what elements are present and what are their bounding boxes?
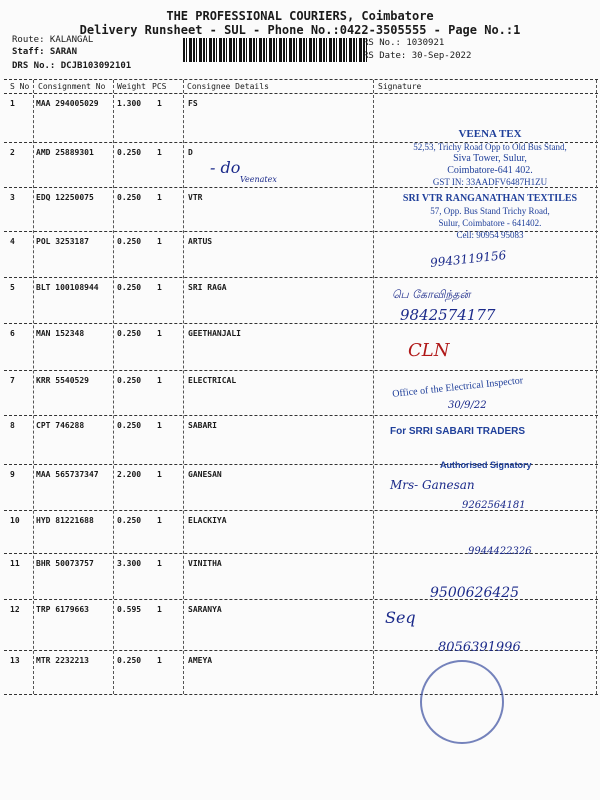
cell-cn: MTR 2232213 [36, 656, 89, 665]
stamp-authorised: Authorised Signatory [440, 460, 532, 470]
col-signature: Signature [378, 82, 422, 91]
cell-name: SABARI [188, 421, 217, 430]
stamp-vtr-name: SRI VTR RANGANATHAN TEXTILES [402, 193, 578, 204]
cell-wt: 1.300 [117, 99, 142, 108]
staff: Staff: SARAN [12, 47, 78, 57]
cell-pcs: 1 [157, 376, 162, 385]
cell-wt: 0.250 [117, 516, 142, 525]
stamp-vtr-addr: 57, Opp. Bus Stand Trichy Road, [430, 206, 550, 216]
cell-cn: HYD 81221688 [36, 516, 94, 525]
cell-wt: 0.250 [117, 193, 142, 202]
cell-wt: 0.250 [117, 237, 142, 246]
cell-sno: 5 [10, 283, 15, 292]
row-divider [4, 415, 598, 416]
cell-sno: 13 [10, 656, 20, 665]
cell-sno: 12 [10, 605, 20, 614]
cell-pcs: 1 [157, 516, 162, 525]
cell-pcs: 1 [157, 329, 162, 338]
cell-wt: 0.595 [117, 605, 142, 614]
cell-wt: 0.250 [117, 148, 142, 157]
cell-cn: MAN 152348 [36, 329, 85, 338]
cell-sno: 1 [10, 99, 15, 108]
handwritten-signature: Seq [385, 608, 416, 627]
cell-pcs: 1 [157, 470, 162, 479]
cell-sno: 3 [10, 193, 15, 202]
cell-wt: 0.250 [117, 421, 142, 430]
cell-sno: 4 [10, 237, 15, 246]
cell-cn: MAA 294005029 [36, 99, 99, 108]
cell-wt: 0.250 [117, 376, 142, 385]
stamp-electrical-inspector: Office of the Electrical Inspector [391, 375, 524, 400]
cell-pcs: 1 [157, 656, 162, 665]
cell-wt: 0.250 [117, 283, 142, 292]
cell-cn: POL 3253187 [36, 237, 89, 246]
handwritten-note: Veenatex [240, 175, 277, 184]
cell-name: GANESAN [188, 470, 222, 479]
cell-sno: 8 [10, 421, 15, 430]
cell-pcs: 1 [157, 283, 162, 292]
handwritten-phone: 8056391996 [438, 640, 521, 655]
stamp-veena-addr: 52,53, Trichy Road Opp to Old Bus Stand, [413, 142, 567, 152]
cell-name: AMEYA [188, 656, 213, 665]
stamp-veena-addr: Siva Tower, Sulur, [453, 153, 527, 164]
cell-name: VTR [188, 193, 203, 202]
cell-wt: 3.300 [117, 559, 142, 568]
row-divider [4, 370, 598, 371]
cell-name: FS [188, 99, 198, 108]
drs-number: DRS No.: DCJB103092101 [12, 61, 132, 71]
handwritten-name: Mrs- Ganesan [390, 478, 475, 492]
row-divider [4, 277, 598, 278]
cell-name: D [188, 148, 193, 157]
handwritten-phone: 9944422326 [468, 546, 532, 557]
stamp-vtr-addr: Sulur, Coimbatore - 641402. [438, 218, 542, 228]
cell-name: VINITHA [188, 559, 222, 568]
route: Route: KALANGAL [12, 35, 94, 45]
cell-cn: BHR 50073757 [36, 559, 94, 568]
cell-sno: 7 [10, 376, 15, 385]
cell-name: ARTUS [188, 237, 213, 246]
cell-cn: TRP 6179663 [36, 605, 89, 614]
document-title: THE PROFESSIONAL COURIERS, Coimbatore [166, 9, 434, 23]
column-divider [373, 80, 374, 694]
cell-cn: EDQ 12250075 [36, 193, 94, 202]
cell-cn: KRR 5540529 [36, 376, 89, 385]
stamp-veena-addr: Coimbatore-641 402. [447, 165, 533, 176]
col-weight: Weight [117, 82, 146, 91]
cell-sno: 6 [10, 329, 15, 338]
cell-pcs: 1 [157, 193, 162, 202]
stamp-sabari: For SRRI SABARI TRADERS [390, 426, 526, 437]
handwritten-phone: 9500626425 [430, 585, 520, 601]
col-sno: S No [10, 82, 30, 91]
column-divider [33, 80, 34, 694]
col-pcs: PCS [152, 82, 167, 91]
cell-pcs: 1 [157, 605, 162, 614]
cell-cn: MAA 565737347 [36, 470, 99, 479]
handwritten-phone: 9262564181 [462, 500, 526, 511]
cell-wt: 2.200 [117, 470, 142, 479]
cell-name: GEETHANJALI [188, 329, 241, 338]
handwritten-phone: 9842574177 [400, 306, 496, 324]
handwritten-name: பெ கோவிந்தன் [392, 288, 471, 301]
col-consignment: Consignment No [38, 82, 106, 91]
cell-pcs: 1 [157, 559, 162, 568]
stamp-veena-name: VEENA TEX [458, 128, 522, 140]
cell-pcs: 1 [157, 237, 162, 246]
cell-sno: 11 [10, 559, 20, 568]
round-seal [420, 660, 504, 744]
cell-wt: 0.250 [117, 656, 142, 665]
row-divider [4, 187, 598, 188]
cell-name: SRI RAGA [188, 283, 227, 292]
cell-wt: 0.250 [117, 329, 142, 338]
cell-pcs: 1 [157, 421, 162, 430]
cell-sno: 2 [10, 148, 15, 157]
handwritten-note: - do [210, 158, 241, 177]
row-divider [4, 323, 598, 324]
column-divider [183, 80, 184, 694]
cell-cn: AMD 25889301 [36, 148, 94, 157]
runsheet-subtitle: Delivery Runsheet - SUL - Phone No.:0422-3505555 - Page No.:1 [79, 23, 521, 37]
divider [4, 79, 598, 80]
row-divider [4, 93, 598, 94]
barcode [183, 38, 367, 62]
cell-sno: 9 [10, 470, 15, 479]
cell-pcs: 1 [157, 99, 162, 108]
handwritten-phone: 9943119156 [429, 248, 507, 270]
cell-sno: 10 [10, 516, 20, 525]
col-consignee: Consignee Details [187, 82, 269, 91]
stamp-date: 30/9/22 [448, 400, 487, 411]
stamp-vtr-cell: Cell: 90954 95083 [456, 230, 524, 240]
cell-cn: CPT 746288 [36, 421, 85, 430]
rs-date: RS Date: 30-Sep-2022 [363, 51, 472, 61]
cell-cn: BLT 100108944 [36, 283, 99, 292]
stamp-veena-gst: GST IN: 33AADFV6487H1ZU [432, 177, 548, 187]
column-divider [113, 80, 114, 694]
cell-pcs: 1 [157, 148, 162, 157]
row-divider [4, 694, 598, 695]
rs-number: RS No.: 1030921 [363, 38, 445, 48]
handwritten-initials: CLN [408, 340, 450, 361]
cell-name: ELECTRICAL [188, 376, 237, 385]
cell-name: SARANYA [188, 605, 222, 614]
cell-name: ELACKIYA [188, 516, 227, 525]
